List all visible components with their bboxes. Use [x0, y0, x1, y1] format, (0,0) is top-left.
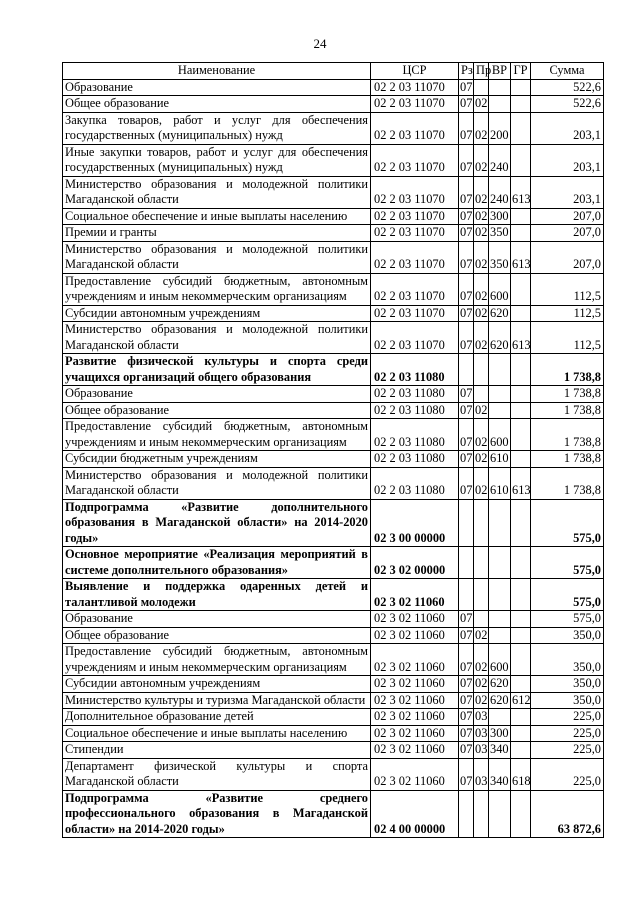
row-rz: 07	[460, 742, 473, 756]
row-vr: 340	[490, 742, 509, 756]
table-row	[63, 96, 604, 113]
table-row	[63, 354, 604, 386]
header-csr: ЦСР	[371, 63, 459, 80]
table-row	[63, 758, 604, 790]
row-csr: 02 3 02 11060	[371, 709, 459, 726]
row-sum: 522,6	[531, 79, 604, 96]
table-row	[63, 322, 604, 354]
table-row	[63, 419, 604, 451]
header-name: Наименование	[63, 63, 371, 80]
row-gr	[511, 419, 531, 451]
row-sum: 207,0	[531, 225, 604, 242]
row-csr: 02 2 03 11070	[371, 176, 459, 208]
row-rz: 07	[459, 144, 474, 176]
table-row	[63, 709, 604, 726]
row-vr: 350	[490, 225, 509, 239]
row-gr	[511, 451, 531, 468]
row-pr: 03	[475, 709, 488, 723]
row-gr	[511, 725, 531, 742]
row-sum: 1 738,8	[531, 402, 604, 419]
header-pr: Пр	[474, 63, 489, 80]
row-gr	[511, 644, 531, 676]
budget-table	[62, 62, 604, 838]
row-name: Социальное обеспечение и иные выплаты населению	[63, 725, 371, 742]
table-row	[63, 676, 604, 693]
row-name: Премии и гранты	[63, 225, 371, 242]
row-sum: 575,0	[531, 611, 604, 628]
row-pr: 03	[475, 742, 488, 756]
row-sum: 225,0	[531, 742, 604, 759]
row-rz: 07	[460, 225, 473, 239]
row-rz: 07	[460, 725, 473, 740]
row-sum: 350,0	[531, 644, 604, 676]
row-pr: 02	[474, 241, 489, 273]
row-csr: 02 3 02 00000	[371, 547, 459, 579]
row-csr: 02 2 03 11070	[371, 273, 459, 305]
table-row	[63, 176, 604, 208]
row-sum: 225,0	[531, 725, 604, 742]
row-gr	[511, 402, 531, 419]
row-rz: 07	[459, 273, 474, 305]
row-vr: 340	[489, 758, 511, 790]
row-csr: 02 2 03 11080	[371, 402, 459, 419]
table-row	[63, 467, 604, 499]
row-vr	[489, 354, 511, 386]
table-row	[63, 305, 604, 322]
row-rz: 07	[459, 419, 474, 451]
table-row	[63, 499, 604, 547]
row-csr: 02 3 02 11060	[371, 758, 459, 790]
row-csr: 02 3 02 11060	[371, 611, 459, 628]
row-rz: 07	[460, 305, 473, 320]
row-pr: 02	[475, 451, 488, 465]
row-csr: 02 2 03 11070	[371, 241, 459, 273]
table-row	[63, 208, 604, 225]
row-name: Общее образование	[63, 96, 371, 113]
table-row	[63, 225, 604, 242]
row-vr: 620	[490, 305, 509, 320]
row-rz: 07	[460, 451, 473, 465]
row-gr	[511, 225, 531, 242]
row-gr: 612	[512, 692, 531, 707]
row-rz: 07	[460, 96, 473, 110]
row-rz: 07	[460, 709, 473, 723]
row-csr: 02 2 03 11070	[371, 79, 459, 96]
row-sum: 112,5	[531, 305, 604, 322]
row-name: Общее образование	[63, 627, 371, 644]
row-name: Основное мероприятие «Реализация мероприятий в системе дополнительного образования»	[63, 547, 371, 579]
row-gr	[511, 354, 531, 386]
table-row	[63, 644, 604, 676]
row-gr: 613	[511, 322, 531, 354]
row-vr	[489, 611, 511, 628]
row-vr	[489, 79, 511, 96]
row-sum: 350,0	[531, 676, 604, 693]
row-vr	[489, 547, 511, 579]
row-csr: 02 2 03 11070	[371, 225, 459, 242]
row-name: Министерство образования и молодежной политики Магаданской области	[63, 322, 371, 354]
row-gr	[511, 627, 531, 644]
row-csr: 02 3 02 11060	[371, 644, 459, 676]
row-csr: 02 3 02 11060	[371, 742, 459, 759]
row-sum: 203,1	[531, 112, 604, 144]
header-sum: Сумма	[531, 63, 604, 80]
row-csr: 02 2 03 11080	[371, 386, 459, 403]
row-name: Субсидии автономным учреждениям	[63, 305, 371, 322]
row-name: Общее образование	[63, 402, 371, 419]
row-pr: 02	[475, 305, 488, 320]
row-pr: 03	[475, 725, 488, 740]
row-name: Министерство образования и молодежной политики Магаданской области	[63, 241, 371, 273]
row-name: Подпрограмма «Развитие среднего профессионального образования в Магаданской области» на 2014-2020 годы»	[63, 790, 371, 838]
row-csr: 02 2 03 11080	[371, 467, 459, 499]
row-rz: 07	[459, 322, 474, 354]
row-csr: 02 2 03 11070	[371, 96, 459, 113]
row-rz: 07	[459, 758, 474, 790]
row-pr: 02	[474, 176, 489, 208]
row-pr	[474, 354, 489, 386]
row-csr: 02 3 02 11060	[371, 692, 459, 709]
row-rz: 07	[459, 241, 474, 273]
row-sum: 1 738,8	[531, 467, 604, 499]
row-sum: 203,1	[531, 176, 604, 208]
row-pr	[474, 790, 489, 838]
row-sum: 1 738,8	[531, 451, 604, 468]
row-vr	[489, 709, 511, 726]
row-name: Образование	[63, 611, 371, 628]
row-rz: 07	[460, 79, 473, 94]
row-pr: 02	[475, 96, 488, 110]
row-gr: 618	[511, 758, 531, 790]
row-rz	[459, 354, 474, 386]
row-name: Социальное обеспечение и иные выплаты населению	[63, 208, 371, 225]
row-gr	[511, 273, 531, 305]
table-row	[63, 725, 604, 742]
row-pr	[474, 547, 489, 579]
header-gr: ГР	[511, 63, 531, 80]
row-rz: 07	[460, 692, 473, 707]
header-vr: ВР	[489, 63, 511, 80]
row-vr: 240	[489, 144, 511, 176]
row-gr	[511, 144, 531, 176]
row-name: Субсидии автономным учреждениям	[63, 676, 371, 693]
row-pr	[474, 386, 489, 403]
row-sum: 522,6	[531, 96, 604, 113]
row-sum: 225,0	[531, 758, 604, 790]
table-row	[63, 547, 604, 579]
row-rz: 07	[460, 386, 473, 400]
row-vr: 620	[490, 676, 509, 690]
row-csr: 02 3 02 11060	[371, 579, 459, 611]
row-gr	[511, 499, 531, 547]
row-csr: 02 3 02 11060	[371, 627, 459, 644]
row-gr	[511, 676, 531, 693]
row-vr: 620	[490, 692, 509, 707]
row-vr: 350	[489, 241, 511, 273]
row-vr	[489, 402, 511, 419]
row-rz	[459, 499, 474, 547]
row-pr: 02	[474, 644, 489, 676]
row-gr	[511, 547, 531, 579]
row-rz	[459, 790, 474, 838]
row-gr	[511, 386, 531, 403]
row-pr: 02	[474, 144, 489, 176]
header-rz: Рз	[459, 63, 474, 80]
table-row	[63, 386, 604, 403]
table-row	[63, 692, 604, 709]
row-pr: 02	[475, 627, 488, 642]
row-rz: 07	[460, 208, 473, 223]
row-name: Предоставление субсидий бюджетным, автономным учреждениям и иным некоммерческим организациям	[63, 644, 371, 676]
row-gr	[511, 790, 531, 838]
row-sum: 207,0	[531, 241, 604, 273]
row-name: Образование	[63, 386, 371, 403]
row-sum: 575,0	[531, 579, 604, 611]
table-row	[63, 241, 604, 273]
row-sum: 225,0	[531, 709, 604, 726]
row-vr: 610	[490, 451, 509, 465]
row-name: Образование	[63, 79, 371, 96]
row-name: Субсидии бюджетным учреждениям	[63, 451, 371, 468]
row-vr: 600	[489, 419, 511, 451]
row-gr	[511, 112, 531, 144]
row-name: Министерство образования и молодежной политики Магаданской области	[63, 176, 371, 208]
table-row	[63, 790, 604, 838]
row-rz: 07	[459, 112, 474, 144]
table-row	[63, 627, 604, 644]
row-pr: 02	[474, 467, 489, 499]
row-pr: 02	[475, 208, 488, 223]
table-row	[63, 273, 604, 305]
row-sum: 350,0	[531, 627, 604, 644]
row-name: Дополнительное образование детей	[63, 709, 371, 726]
row-rz: 07	[460, 676, 473, 690]
row-rz	[459, 579, 474, 611]
row-pr	[474, 79, 489, 96]
row-sum: 112,5	[531, 322, 604, 354]
row-name: Стипендии	[63, 742, 371, 759]
row-name: Выявление и поддержка одаренных детей и талантливой молодежи	[63, 579, 371, 611]
row-vr: 600	[489, 273, 511, 305]
row-csr: 02 2 03 11080	[371, 354, 459, 386]
row-vr	[489, 386, 511, 403]
row-rz: 07	[460, 627, 473, 642]
row-pr: 02	[474, 273, 489, 305]
row-csr: 02 3 00 00000	[371, 499, 459, 547]
row-pr: 02	[475, 692, 488, 707]
row-rz: 07	[459, 644, 474, 676]
row-gr: 613	[511, 241, 531, 273]
row-gr	[511, 208, 531, 225]
row-sum: 1 738,8	[531, 386, 604, 403]
table-row	[63, 79, 604, 96]
table-row	[63, 742, 604, 759]
row-vr: 300	[490, 208, 509, 223]
row-gr	[511, 305, 531, 322]
row-name: Предоставление субсидий бюджетным, автономным учреждениям и иным некоммерческим организациям	[63, 419, 371, 451]
row-vr	[489, 790, 511, 838]
row-gr: 613	[511, 176, 531, 208]
row-pr	[474, 499, 489, 547]
table-row	[63, 144, 604, 176]
table-row	[63, 611, 604, 628]
row-csr: 02 2 03 11080	[371, 419, 459, 451]
row-sum: 1 738,8	[531, 419, 604, 451]
row-csr: 02 2 03 11070	[371, 305, 459, 322]
row-gr: 613	[511, 467, 531, 499]
row-pr	[474, 611, 489, 628]
row-gr	[511, 611, 531, 628]
row-vr: 240	[489, 176, 511, 208]
row-vr	[489, 96, 511, 113]
row-pr: 02	[474, 322, 489, 354]
row-rz: 07	[459, 467, 474, 499]
row-vr	[489, 579, 511, 611]
row-csr: 02 4 00 00000	[371, 790, 459, 838]
row-vr: 200	[489, 112, 511, 144]
row-vr: 610	[489, 467, 511, 499]
row-gr	[511, 579, 531, 611]
row-sum: 1 738,8	[531, 354, 604, 386]
row-name: Департамент физической культуры и спорта Магаданской области	[63, 758, 371, 790]
row-rz	[459, 547, 474, 579]
row-csr: 02 3 02 11060	[371, 725, 459, 742]
row-gr	[511, 96, 531, 113]
row-vr: 300	[490, 725, 509, 740]
row-pr: 02	[474, 112, 489, 144]
table-header	[63, 63, 604, 80]
row-vr	[489, 627, 511, 644]
row-name: Подпрограмма «Развитие дополнительного образования в Магаданской области» на 2014-2020 годы»	[63, 499, 371, 547]
row-sum: 350,0	[531, 692, 604, 709]
row-rz: 07	[460, 611, 473, 625]
row-rz: 07	[459, 176, 474, 208]
row-pr: 03	[474, 758, 489, 790]
row-csr: 02 2 03 11080	[371, 451, 459, 468]
row-gr	[511, 79, 531, 96]
row-csr: 02 2 03 11070	[371, 208, 459, 225]
page-number: 24	[313, 36, 327, 51]
row-sum: 63 872,6	[531, 790, 604, 838]
row-csr: 02 2 03 11070	[371, 112, 459, 144]
row-sum: 207,0	[531, 208, 604, 225]
row-sum: 575,0	[531, 499, 604, 547]
row-pr: 02	[475, 676, 488, 690]
table-row	[63, 112, 604, 144]
row-csr: 02 3 02 11060	[371, 676, 459, 693]
row-pr: 02	[475, 402, 488, 417]
table-row	[63, 579, 604, 611]
table-row	[63, 451, 604, 468]
row-gr	[511, 709, 531, 726]
row-name: Развитие физической культуры и спорта среди учащихся организаций общего образования	[63, 354, 371, 386]
row-csr: 02 2 03 11070	[371, 144, 459, 176]
row-pr	[474, 579, 489, 611]
row-name: Иные закупки товаров, работ и услуг для обеспечения государственных (муниципальных) нужд	[63, 144, 371, 176]
row-pr: 02	[474, 419, 489, 451]
row-rz: 07	[460, 402, 473, 417]
row-gr	[511, 742, 531, 759]
row-name: Закупка товаров, работ и услуг для обеспечения государственных (муниципальных) нужд	[63, 112, 371, 144]
row-vr: 600	[489, 644, 511, 676]
row-name: Министерство культуры и туризма Магаданской области	[63, 692, 371, 709]
row-name: Министерство образования и молодежной политики Магаданской области	[63, 467, 371, 499]
row-vr: 620	[489, 322, 511, 354]
row-name: Предоставление субсидий бюджетным, автономным учреждениям и иным некоммерческим организациям	[63, 273, 371, 305]
row-sum: 112,5	[531, 273, 604, 305]
row-csr: 02 2 03 11070	[371, 322, 459, 354]
row-sum: 575,0	[531, 547, 604, 579]
row-pr: 02	[475, 225, 488, 239]
row-sum: 203,1	[531, 144, 604, 176]
row-vr	[489, 499, 511, 547]
table-row	[63, 402, 604, 419]
